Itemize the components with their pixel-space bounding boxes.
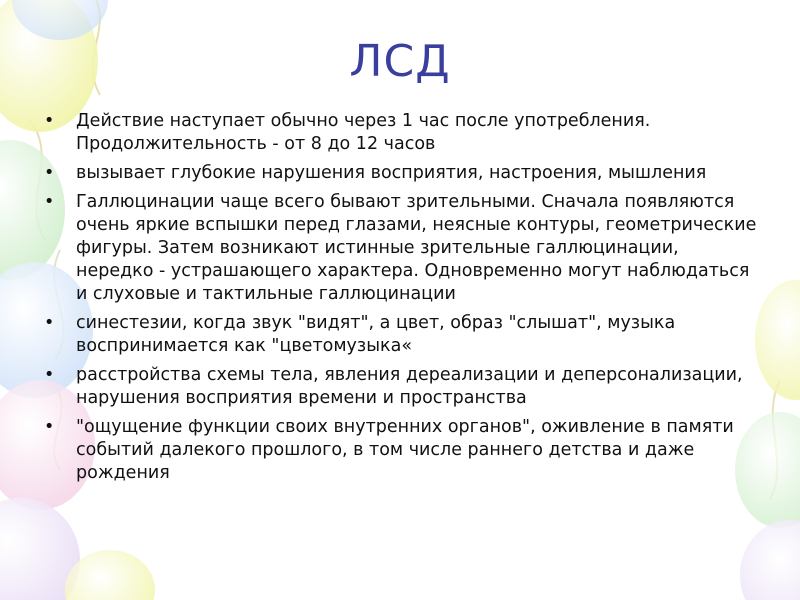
balloon-lavender [740, 520, 800, 600]
bullet-icon: • [44, 192, 55, 212]
list-item-text: синестезии, когда звук "видят", а цвет, образ "слышат", музыка воспринимается как "цветомузыка« [76, 313, 676, 356]
list-item-text: Действие наступает обычно через 1 час после употребления. Продолжительность - от 8 до 12 часов [76, 111, 651, 154]
list-item [40, 191, 760, 306]
bullet-icon: • [44, 365, 55, 385]
list-item [40, 312, 760, 358]
list-item [40, 110, 760, 156]
bullet-icon: • [44, 111, 55, 131]
bullet-icon: • [44, 417, 55, 437]
list-item [40, 416, 760, 485]
list-item-text: Галлюцинации чаще всего бывают зрительными. Сначала появляются очень яркие вспышки перед глазами, неясные контуры, геометрические фигуры. Затем возникают истинные зрительные галлюцинации, нередко - устрашающего характера. Одновременно могут наблюдаться и слуховые и тактильные галлюцинации [76, 192, 757, 304]
list-item [40, 364, 760, 410]
list-item-text: "ощущение функции своих внутренних органов", оживление в памяти событий далекого прошлого, в том числе раннего детства и даже рождения [76, 417, 734, 483]
bullet-list [40, 110, 760, 491]
slide-title: ЛСД [349, 36, 451, 87]
list-item [40, 162, 760, 185]
bullet-icon: • [44, 163, 55, 183]
bullet-icon: • [44, 313, 55, 333]
list-item-text: вызывает глубокие нарушения восприятия, настроения, мышления [76, 163, 707, 183]
balloon-yellow [755, 280, 800, 400]
list-item-text: расстройства схемы тела, явления дереализации и деперсонализации, нарушения восприятия времени и пространства [76, 365, 743, 408]
